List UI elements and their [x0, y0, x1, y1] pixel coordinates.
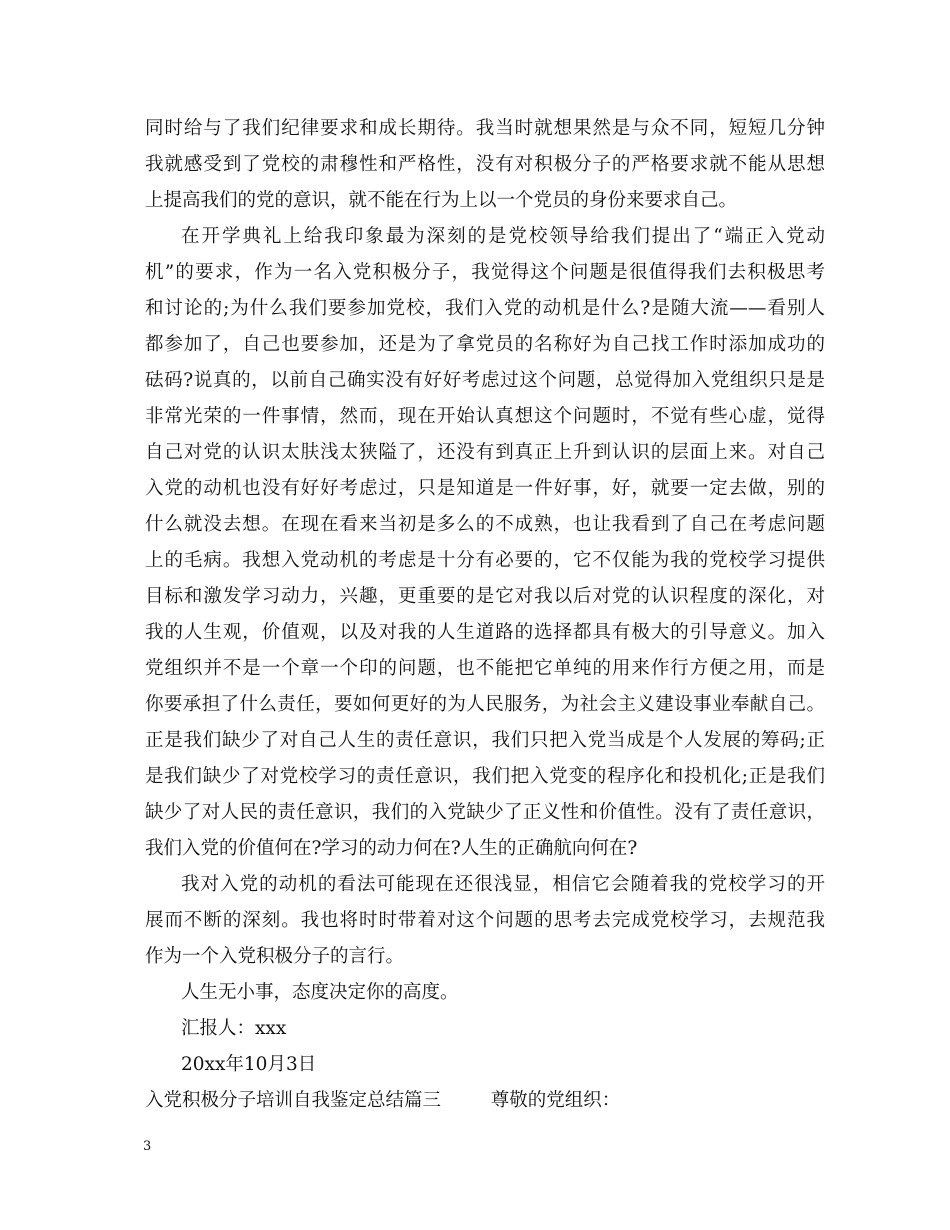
paragraph-line: 是我们缺少了对党校学习的责任意识，我们把入党变的程序化和投机化;正是我们 — [145, 766, 825, 787]
reporter-line: 汇报人：xxx — [181, 1018, 287, 1039]
paragraph-line: 展而不断的深刻。我也将时时带着对这个问题的思考去完成党校学习，去规范我 — [145, 910, 825, 931]
paragraph-line: 我们入党的价值何在?学习的动力何在?人生的正确航向何在? — [145, 838, 638, 859]
paragraph-line: 都参加了，自己也要参加，还是为了拿党员的名称好为自己找工作时添加成功的 — [145, 334, 825, 355]
motto-line: 人生无小事，态度决定你的高度。 — [181, 982, 459, 1003]
paragraph-line: 我就感受到了党校的肃穆性和严格性，没有对积极分子的严格要求就不能从思想 — [145, 154, 825, 175]
paragraph-line: 上的毛病。我想入党动机的考虑是十分有必要的，它不仅能为我的党校学习提供 — [145, 550, 825, 571]
paragraph-line: 你要承担了什么责任，要如何更好的为人民服务，为社会主义建设事业奉献自己。 — [145, 694, 825, 715]
date-line: 20xx年10月3日 — [181, 1054, 317, 1075]
paragraph-line: 目标和激发学习动力，兴趣，更重要的是它对我以后对党的认识程度的深化，对 — [145, 586, 825, 607]
paragraph-line: 缺少了对人民的责任意识，我们的入党缺少了正义性和价值性。没有了责任意识， — [145, 802, 825, 823]
paragraph-line: 作为一个入党积极分子的言行。 — [145, 946, 405, 967]
paragraph-line: 砝码?说真的，以前自己确实没有好好考虑过这个问题，总觉得加入党组织只是是 — [145, 370, 825, 391]
paragraph-line: 什么就没去想。在现在看来当初是多么的不成熟，也让我看到了自己在考虑问题 — [145, 514, 825, 535]
paragraph-line: 正是我们缺少了对自己人生的责任意识，我们只把入党当成是个人发展的筹码;正 — [145, 730, 825, 751]
paragraph-line: 党组织并不是一个章一个印的问题，也不能把它单纯的用来作行方便之用，而是 — [145, 658, 825, 679]
salutation: 尊敬的党组织： — [490, 1090, 621, 1111]
page-number: 3 — [143, 1139, 152, 1154]
paragraph-line: 我对入党的动机的看法可能现在还很浅显，相信它会随着我的党校学习的开 — [181, 874, 825, 895]
paragraph-line: 上提高我们的党的意识，就不能在行为上以一个党员的身份来要求自己。 — [145, 190, 738, 211]
paragraph-line: 在开学典礼上给我印象最为深刻的是党校领导给我们提出了“端正入党动 — [181, 226, 825, 247]
paragraph-line: 我的人生观，价值观，以及对我的人生道路的选择都具有极大的引导意义。加入 — [145, 622, 825, 643]
paragraph-line: 入党的动机也没有好好考虑过，只是知道是一件好事，好，就要一定去做，别的 — [145, 478, 825, 499]
paragraph-line: 同时给与了我们纪律要求和成长期待。我当时就想果然是与众不同，短短几分钟 — [145, 118, 825, 139]
paragraph-line: 非常光荣的一件事情，然而，现在开始认真想这个问题时，不觉有些心虚，觉得 — [145, 406, 825, 427]
section-title: 入党积极分子培训自我鉴定总结篇三 — [145, 1090, 442, 1111]
paragraph-line: 机”的要求，作为一名入党积极分子，我觉得这个问题是很值得我们去积极思考 — [145, 262, 825, 283]
next-section-heading — [145, 1084, 620, 1118]
paragraph-line: 自己对党的认识太肤浅太狭隘了，还没有到真正上升到认识的层面上来。对自己 — [145, 442, 825, 463]
paragraph-line: 和讨论的;为什么我们要参加党校，我们入党的动机是什么?是随大流——看别人 — [145, 298, 825, 319]
